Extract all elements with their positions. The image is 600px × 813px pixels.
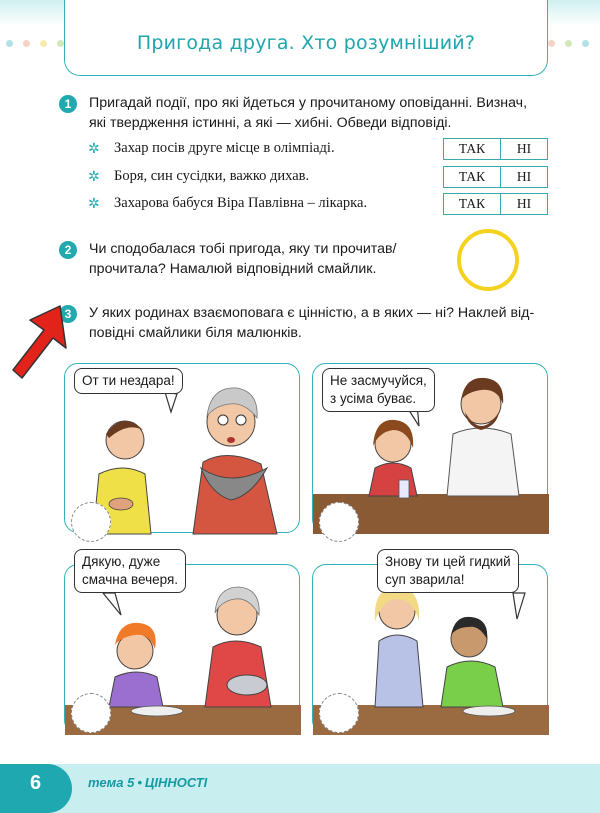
bubble-line: смачна вечеря. [82, 572, 179, 587]
task3-line1: У яких родинах взаємоповага є цінністю, а в яких — ні? Наклей від- [89, 305, 535, 321]
false-option[interactable]: НІ [516, 169, 532, 184]
sun-bullet-icon: ✲ [88, 168, 100, 184]
false-option[interactable]: НІ [516, 141, 532, 156]
task1-line1: Пригадай події, про які йдеться у прочитаному оповіданні. Визнач, [89, 95, 528, 111]
true-false-table [443, 138, 548, 160]
sticker-placeholder-circle[interactable] [71, 693, 111, 733]
task2-instruction [89, 239, 397, 279]
task1-instruction [89, 93, 527, 133]
footer-theme-label [88, 775, 207, 790]
theme-separator: • [137, 775, 142, 790]
decor-dots-right [548, 34, 599, 44]
smiley-drawing-circle[interactable] [457, 229, 519, 291]
sun-bullet-icon: ✲ [88, 195, 100, 211]
task1-number: 1 [59, 95, 77, 113]
illustration-panel-3 [64, 554, 300, 734]
speech-bubble [322, 368, 435, 412]
task2-line1: Чи сподобалася тобі пригода, яку ти прочитав/ [89, 241, 397, 257]
illustration-panel-1 [64, 363, 300, 533]
true-option[interactable]: ТАК [444, 139, 501, 159]
title-box [64, 0, 548, 76]
illustration-panel-4 [312, 554, 548, 734]
task3-number: 3 [59, 305, 77, 323]
true-false-table [443, 166, 548, 188]
theme-number: тема 5 [88, 775, 135, 790]
bubble-line: Не засмучуйся, [330, 373, 427, 388]
page-number: 6 [30, 772, 42, 794]
false-option[interactable]: НІ [516, 196, 532, 211]
task2-line2: прочитала? Намалюй відповідний смайлик. [89, 261, 377, 277]
illustration-panel-2 [312, 363, 548, 533]
sun-bullet-icon: ✲ [88, 140, 100, 156]
statement-text: Захар посів друге місце в олімпіаді. [114, 140, 335, 156]
task1-line2: які твердження істинні, а які — хибні. Обведи відповіді. [89, 115, 452, 131]
statement-text: Захарова бабуся Віра Павлівна – лікарка. [114, 195, 368, 211]
bubble-line: Знову ти цей гидкий [385, 554, 511, 569]
task2-number: 2 [59, 241, 77, 259]
task3-instruction [89, 303, 534, 343]
bubble-line: От ти нездара! [82, 373, 175, 388]
statement-text: Боря, син сусідки, важко дихав. [114, 168, 310, 184]
page-title: Пригода друга. Хто розумніший? [136, 32, 476, 54]
bubble-line: з усіма буває. [330, 391, 417, 406]
true-option[interactable]: ТАК [444, 167, 501, 187]
speech-bubble [74, 368, 183, 394]
true-option[interactable]: ТАК [444, 194, 501, 214]
speech-bubble [377, 549, 519, 593]
theme-name: ЦІННОСТІ [144, 775, 208, 790]
sticker-placeholder-circle[interactable] [71, 502, 111, 542]
bubble-line: суп зварила! [385, 572, 465, 587]
task3-line2: повідні смайлики біля малюнків. [89, 325, 302, 341]
red-arrow-icon [8, 300, 70, 384]
sticker-placeholder-circle[interactable] [319, 502, 359, 542]
speech-bubble [74, 549, 186, 593]
true-false-table [443, 193, 548, 215]
bubble-line: Дякую, дуже [82, 554, 161, 569]
sticker-placeholder-circle[interactable] [319, 693, 359, 733]
